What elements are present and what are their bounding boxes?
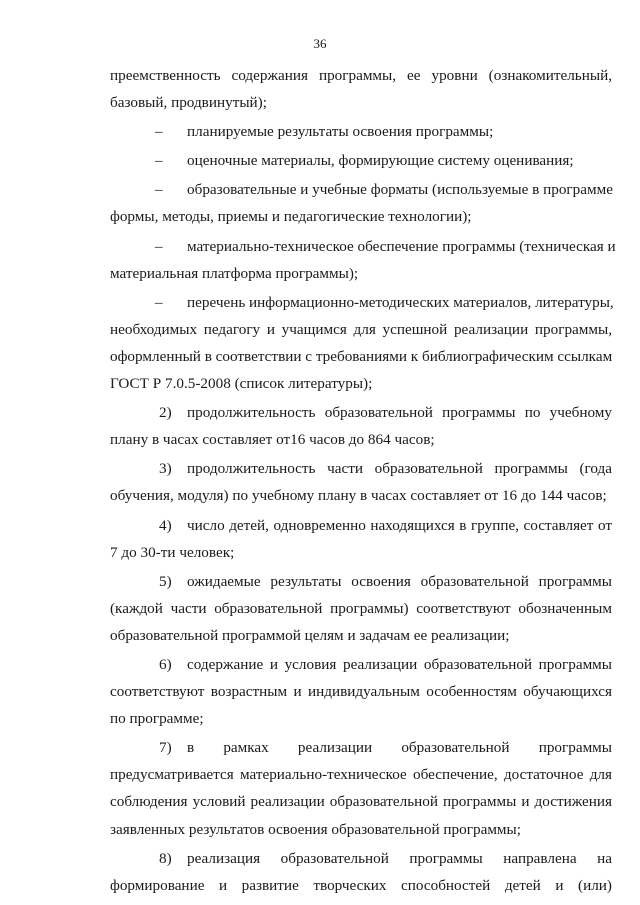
text-line: заявленных результатов освоения образовательной программы; bbox=[110, 820, 521, 838]
list-item-text: продолжительность образовательной программы по учебному bbox=[187, 404, 612, 422]
text-line bbox=[110, 651, 612, 678]
text-line: ГОСТ Р 7.0.5-2008 (список литературы); bbox=[110, 375, 373, 393]
text-line bbox=[110, 568, 612, 595]
text-line: оформленный в соответствии с требованиями к библиографическим ссылкам bbox=[110, 347, 613, 365]
text-line: по программе; bbox=[110, 710, 204, 728]
list-item-text: реализация образовательной программы направлена на bbox=[187, 849, 612, 867]
list-item-text: содержание и условия реализации образовательной программы bbox=[187, 655, 612, 673]
list-dash-marker: – bbox=[155, 152, 163, 170]
list-item-text: образовательные и учебные форматы (используемые в программе bbox=[187, 181, 613, 199]
list-item-text: в рамках реализации образовательной программы bbox=[187, 739, 612, 757]
list-item bbox=[110, 176, 612, 230]
list-item-text: перечень информационно-методических материалов, литературы, bbox=[187, 293, 614, 311]
text-line: преемственность содержания программы, ее уровни (ознакомительный, bbox=[110, 67, 612, 84]
list-item bbox=[110, 734, 612, 842]
text-line bbox=[110, 399, 612, 426]
list-number-marker: 7) bbox=[159, 739, 172, 757]
list-number-marker: 6) bbox=[159, 655, 172, 673]
document-body bbox=[110, 62, 616, 899]
text-line bbox=[110, 289, 612, 316]
text-line: базовый, продвинутый); bbox=[110, 94, 267, 112]
list-dash-marker: – bbox=[155, 293, 163, 311]
text-line bbox=[110, 176, 612, 203]
list-number-marker: 5) bbox=[159, 572, 172, 590]
list-item-text: ожидаемые результаты освоения образовательной программы bbox=[187, 572, 612, 590]
text-line bbox=[110, 845, 612, 872]
text-line: формы, методы, приемы и педагогические технологии); bbox=[110, 208, 472, 226]
list-item bbox=[110, 289, 612, 397]
text-line bbox=[110, 147, 612, 174]
list-item-text: оценочные материалы, формирующие систему оценивания; bbox=[187, 152, 574, 170]
list-number-marker: 4) bbox=[159, 516, 172, 534]
list-item bbox=[110, 845, 612, 899]
text-line bbox=[110, 118, 612, 145]
list-item bbox=[110, 399, 612, 453]
list-item bbox=[110, 233, 616, 287]
text-line: соблюдения условий реализации образовательной программы и достижения bbox=[110, 793, 612, 811]
text-line: предусматривается материально-техническое обеспечение, достаточное для bbox=[110, 766, 612, 784]
list-item bbox=[110, 568, 612, 649]
text-line: формирование и развитие творческих способностей детей и (или) bbox=[110, 876, 612, 894]
list-dash-marker: – bbox=[155, 123, 163, 141]
text-line bbox=[110, 233, 616, 260]
text-line: (каждой части образовательной программы) соответствуют обозначенным bbox=[110, 599, 612, 617]
list-item-text: материально-техническое обеспечение программы (техническая и bbox=[187, 237, 616, 255]
text-line: образовательной программой целям и задачам ее реализации; bbox=[110, 626, 510, 644]
list-item bbox=[110, 512, 612, 566]
list-item-text: планируемые результаты освоения программы; bbox=[187, 123, 494, 141]
text-line: 7 до 30-ти человек; bbox=[110, 543, 235, 561]
text-line: соответствуют возрастным и индивидуальным особенностям обучающихся bbox=[110, 683, 612, 701]
text-line: плану в часах составляет от16 часов до 864 часов; bbox=[110, 431, 435, 449]
page-number: 36 bbox=[313, 36, 327, 51]
text-line bbox=[110, 734, 612, 761]
list-number-marker: 8) bbox=[159, 849, 172, 867]
paragraph bbox=[110, 62, 612, 116]
list-item bbox=[110, 118, 612, 145]
text-line bbox=[110, 512, 612, 539]
text-line: необходимых педагогу и учащимся для успешной реализации программы, bbox=[110, 320, 612, 338]
list-item bbox=[110, 455, 612, 509]
text-line: обучения, модуля) по учебному плану в часах составляет от 16 до 144 часов; bbox=[110, 487, 607, 505]
text-line: материальная платформа программы); bbox=[110, 264, 359, 282]
list-dash-marker: – bbox=[155, 181, 163, 199]
list-number-marker: 2) bbox=[159, 404, 172, 422]
list-item-text: продолжительность части образовательной программы (года bbox=[187, 460, 612, 478]
list-item bbox=[110, 651, 612, 732]
list-item bbox=[110, 147, 612, 174]
list-item-text: число детей, одновременно находящихся в группе, составляет от bbox=[187, 516, 612, 534]
list-dash-marker: – bbox=[155, 237, 163, 255]
text-line bbox=[110, 455, 612, 482]
list-number-marker: 3) bbox=[159, 460, 172, 478]
